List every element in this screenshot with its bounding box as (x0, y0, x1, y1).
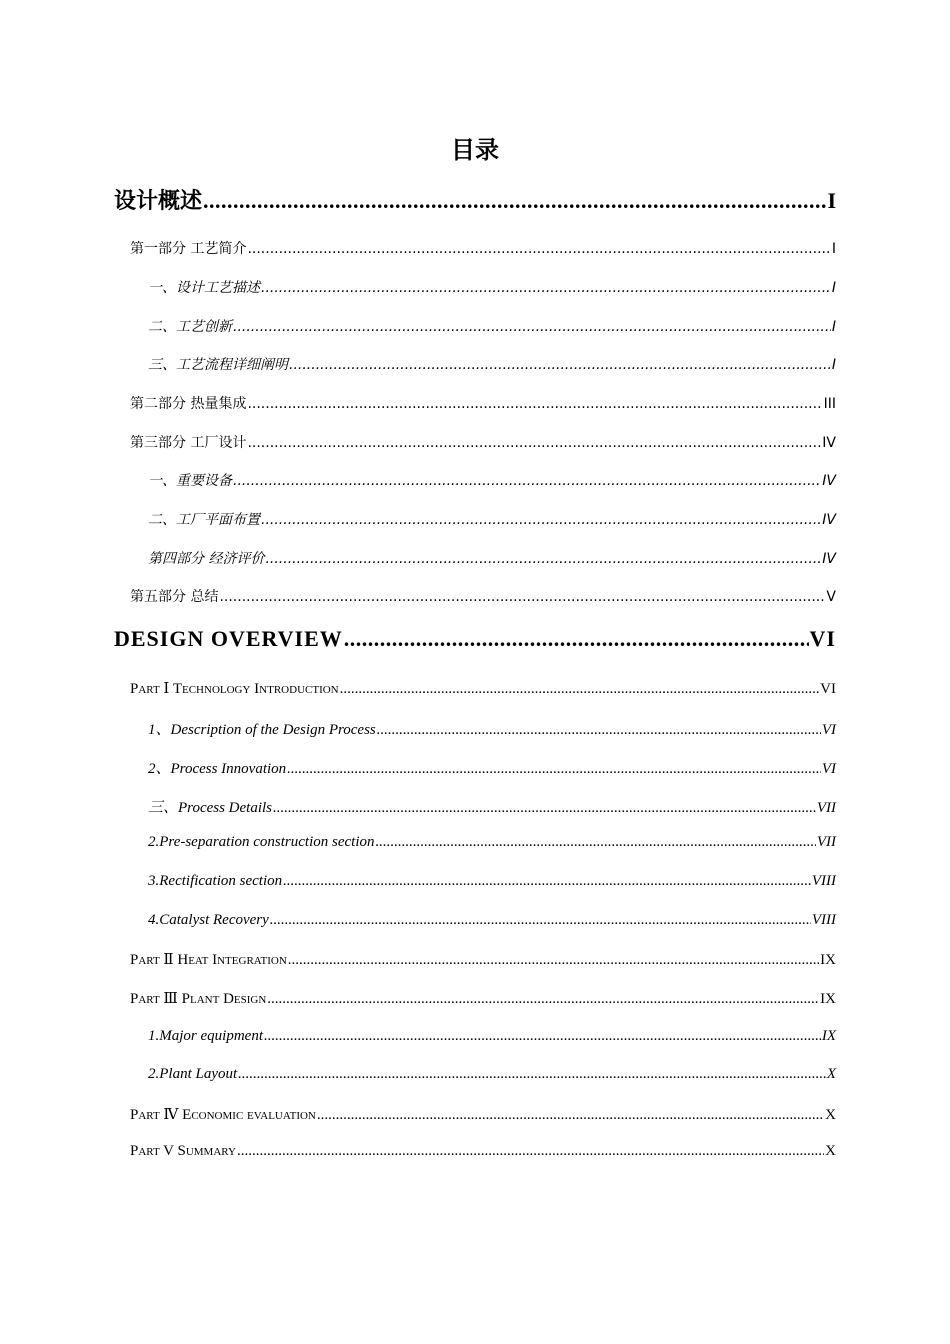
toc-entry-label: 第四部分 经济评价 (148, 551, 265, 567)
dot-leader (237, 1143, 824, 1160)
toc-entry-page: V (826, 589, 836, 605)
toc-entry-page: I (831, 241, 836, 257)
toc-entry-page: VII (816, 800, 836, 816)
toc-entry-label: 2.Pre-separation construction section (148, 834, 375, 850)
dot-leader (264, 1028, 821, 1045)
toc-entry-page: VI (820, 681, 836, 697)
toc-entry-page: X (826, 1066, 836, 1082)
dot-leader (270, 912, 811, 929)
dot-leader (287, 761, 821, 778)
dot-leader (267, 991, 819, 1008)
dot-leader (219, 589, 825, 605)
toc-entry-process-details-en[interactable] (148, 796, 836, 817)
dot-leader (261, 512, 821, 528)
toc-entry-catalyst-recovery-en[interactable] (148, 912, 836, 929)
toc-entry-page: III (823, 396, 836, 412)
toc-entry-page: X (825, 1107, 836, 1123)
toc-entry-page: IX (820, 952, 836, 968)
dot-leader (203, 188, 826, 214)
toc-entry-part3-en[interactable] (130, 989, 836, 1008)
toc-entry-page: X (825, 1143, 836, 1159)
dot-leader (247, 241, 830, 257)
toc-entry-process-description-zh[interactable] (148, 277, 836, 297)
toc-entry-page: I (831, 280, 836, 296)
dot-leader (283, 873, 811, 890)
toc-entry-process-details-zh[interactable] (148, 354, 836, 374)
toc-entry-label: 2.Plant Layout (148, 1066, 238, 1082)
toc-entry-label: 2、Process Innovation (148, 761, 287, 777)
toc-entry-label: 设计概述 (114, 189, 203, 214)
toc-entry-design-overview-en[interactable] (114, 626, 836, 652)
toc-entry-label: 4.Catalyst Recovery (148, 912, 269, 928)
dot-leader (344, 626, 809, 652)
toc-entry-page: I (831, 357, 836, 373)
toc-entry-label: 第二部分 热量集成 (130, 396, 247, 412)
toc-entry-label: 三、工艺流程详细阐明 (148, 357, 288, 373)
toc-entry-part5-zh[interactable] (130, 586, 836, 606)
toc-entry-major-equipment-zh[interactable] (148, 470, 836, 490)
toc-entry-page: IX (821, 1028, 836, 1044)
toc-entry-design-overview-zh[interactable] (114, 184, 836, 215)
dot-leader (317, 1107, 824, 1124)
toc-entry-page: VIII (811, 912, 836, 928)
toc-entry-label: 一、重要设备 (148, 473, 232, 489)
toc-entry-page: VI (821, 722, 836, 738)
toc-entry-process-innovation-zh[interactable] (148, 316, 836, 336)
toc-entry-page: VI (821, 761, 836, 777)
toc-entry-label: Part Ⅳ Economic evaluation (130, 1107, 316, 1123)
toc-entry-label: Part Ⅱ Heat Integration (130, 952, 287, 968)
toc-entry-part4-en[interactable] (130, 1105, 836, 1124)
dot-leader (233, 319, 831, 335)
toc-entry-label: 一、设计工艺描述 (148, 280, 260, 296)
toc-entry-label: 第一部分 工艺简介 (130, 241, 247, 257)
toc-entry-label: 3.Rectification section (148, 873, 283, 889)
toc-entry-plant-layout-zh[interactable] (148, 509, 836, 529)
toc-entry-page: I (831, 319, 836, 335)
dot-leader (261, 280, 831, 296)
dot-leader (247, 435, 821, 451)
dot-leader (289, 357, 831, 373)
toc-entry-part4-zh[interactable] (148, 548, 836, 568)
dot-leader (265, 551, 821, 567)
toc-entry-major-equipment-en[interactable] (148, 1028, 836, 1045)
toc-entry-part1-en[interactable] (130, 679, 836, 698)
toc-entry-label: Part V Summary (130, 1143, 236, 1159)
toc-entry-process-innovation-en[interactable] (148, 757, 836, 778)
dot-leader (340, 681, 820, 698)
toc-entry-label: 第五部分 总结 (130, 589, 219, 605)
toc-entry-page: VIII (811, 873, 836, 889)
toc-entry-label: 二、工艺创新 (148, 319, 232, 335)
dot-leader (288, 952, 819, 969)
toc-entry-part1-zh[interactable] (130, 238, 836, 258)
toc-entry-page: VII (816, 834, 836, 850)
dot-leader (273, 800, 816, 817)
toc-entry-pre-separation-en[interactable] (148, 834, 836, 851)
toc-entry-plant-layout-en[interactable] (148, 1066, 836, 1083)
toc-entry-design-process-en[interactable] (148, 718, 836, 739)
toc-entry-label: DESIGN OVERVIEW (114, 626, 343, 651)
toc-entry-part2-zh[interactable] (130, 393, 836, 413)
toc-entry-label: 第三部分 工厂设计 (130, 435, 247, 451)
toc-entry-page: IV (822, 551, 836, 567)
toc-entry-page: IV (822, 435, 836, 451)
toc-entry-page: IV (822, 512, 836, 528)
toc-entry-label: Part Ⅰ Technology Introduction (130, 681, 339, 697)
dot-leader (238, 1066, 826, 1083)
toc-entry-rectification-en[interactable] (148, 873, 836, 890)
toc-title: 目录 (451, 136, 499, 164)
toc-entry-label: 三、Process Details (148, 800, 273, 816)
toc-entry-label: 1.Major equipment (148, 1028, 263, 1044)
toc-entry-page: IV (822, 473, 836, 489)
toc-entry-part5-en[interactable] (130, 1143, 836, 1160)
dot-leader (247, 396, 822, 412)
toc-entry-label: 二、工厂平面布置 (148, 512, 260, 528)
toc-entry-part2-en[interactable] (130, 950, 836, 969)
toc-entry-label: Part Ⅲ Plant Design (130, 991, 267, 1007)
toc-entry-part3-zh[interactable] (130, 432, 836, 452)
toc-entry-page: VI (809, 626, 836, 651)
toc-entry-label: 1、Description of the Design Process (148, 722, 376, 738)
toc-entry-page: IX (820, 991, 836, 1007)
dot-leader (377, 722, 821, 739)
toc-entry-page: I (827, 188, 836, 213)
dot-leader (233, 473, 821, 489)
dot-leader (376, 834, 816, 851)
